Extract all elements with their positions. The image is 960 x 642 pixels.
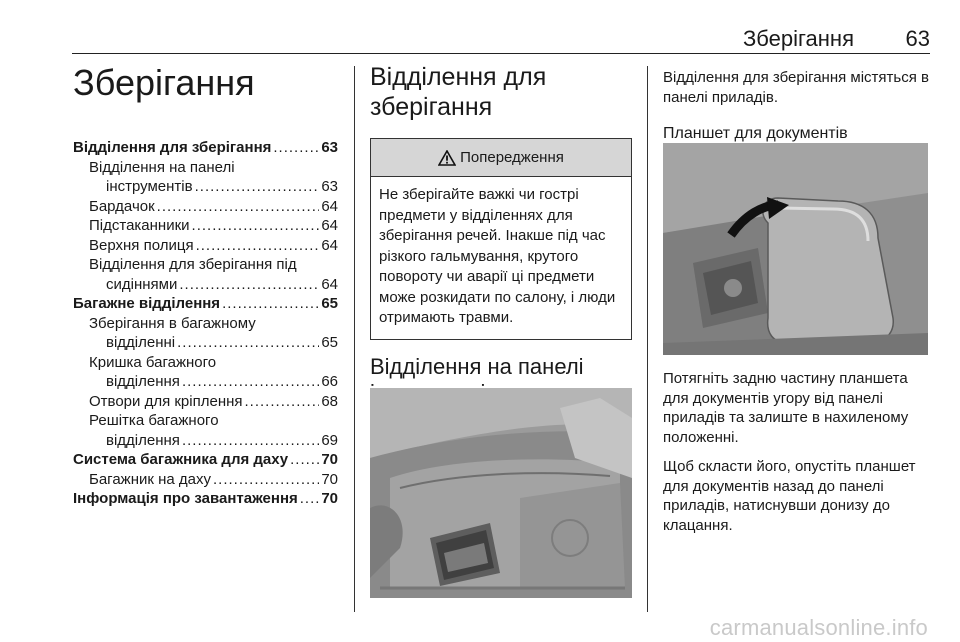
toc-page-number: 65 — [321, 295, 338, 312]
toc-leader-dots — [245, 392, 320, 412]
toc-section[interactable] — [73, 138, 338, 158]
dashboard-compartment-illustration — [370, 388, 632, 598]
warning-box — [370, 138, 632, 340]
toc-leader-dots — [182, 372, 319, 392]
section-title: Відділення для зберігання — [370, 63, 547, 121]
toc-entry-label: Багажне відділення — [73, 295, 221, 312]
toc-page-number: 63 — [321, 178, 338, 195]
toc-page-number: 64 — [321, 197, 338, 215]
page-header — [72, 24, 930, 54]
toc-entry-label: Відділення на панелі — [89, 158, 235, 176]
toc-entry-label: сидіннями — [106, 275, 178, 293]
toc-page-number: 63 — [321, 139, 338, 156]
toc-page-number: 68 — [321, 392, 338, 410]
document-tray-illustration — [663, 143, 928, 355]
toc-entry[interactable] — [73, 333, 338, 353]
toc-page-number: 64 — [321, 236, 338, 254]
toc-page-number: 69 — [321, 431, 338, 449]
toc-leader-dots — [273, 138, 319, 158]
toc-leader-dots — [300, 489, 320, 509]
storage-section — [370, 62, 632, 406]
toc-page-number: 70 — [321, 490, 338, 507]
toc-entry-label: Підстаканники — [89, 217, 190, 234]
subsection-title: Відділення на панелі — [370, 353, 584, 379]
toc-entry-label: Верхня полиця — [89, 236, 194, 254]
toc-page-number: 64 — [321, 275, 338, 293]
toc-leader-dots — [182, 431, 319, 451]
column-divider — [354, 66, 355, 612]
toc-leader-dots — [213, 470, 319, 490]
toc-entry-label: інструментів — [106, 178, 193, 195]
document-tray-instructions — [663, 369, 931, 535]
toc-list — [73, 138, 338, 509]
chapter-toc — [73, 62, 338, 509]
toc-entry-label: Бардачок — [89, 197, 155, 215]
toc-entry[interactable] — [73, 275, 338, 295]
watermark: carmanualsonline.info — [709, 615, 928, 640]
toc-leader-dots — [290, 450, 319, 470]
toc-entry-label: Зберігання в багажному — [89, 314, 256, 332]
toc-page-number: 70 — [321, 470, 338, 488]
toc-leader-dots — [177, 333, 319, 353]
toc-entry[interactable] — [73, 392, 338, 412]
toc-section[interactable] — [73, 294, 338, 314]
toc-entry-label: Кришка багажного — [89, 353, 217, 371]
toc-entry[interactable] — [73, 216, 338, 236]
toc-entry-label: Відділення для зберігання — [73, 139, 272, 156]
intro-paragraph: Відділення для зберігання містяться в панелі приладів. — [663, 69, 929, 106]
subsection-title: Планшет для документів — [663, 125, 848, 142]
toc-section[interactable] — [73, 450, 338, 470]
column-divider — [647, 66, 648, 612]
toc-entry-label: Отвори для кріплення — [89, 392, 243, 410]
toc-page-number: 65 — [321, 334, 338, 351]
page-number: 63 — [905, 26, 930, 51]
document-tray-section — [663, 68, 931, 144]
warning-header — [371, 139, 631, 177]
toc-page-number: 64 — [321, 217, 338, 234]
toc-entry-label: Система багажника для даху — [73, 451, 289, 468]
warning-icon — [438, 150, 456, 166]
instruction-paragraph: Потягніть задню частину планшета для документів угору від панелі приладів та залиште в нахиленому положенні. — [663, 370, 909, 446]
toc-leader-dots — [179, 275, 319, 295]
toc-leader-dots — [195, 177, 320, 197]
toc-entry-label: відділенні — [106, 334, 176, 351]
toc-section[interactable] — [73, 489, 338, 509]
toc-entry-label: Решітка багажного — [89, 412, 219, 429]
toc-leader-dots — [196, 236, 320, 256]
toc-entry-label: Багажник на даху — [89, 470, 211, 488]
toc-page-number: 70 — [321, 451, 338, 468]
instruction-paragraph: Щоб скласти його, опустіть планшет для документів назад до панелі приладів, натиснувши донизу до клацання. — [663, 458, 916, 534]
toc-page-number: 66 — [321, 373, 338, 390]
toc-entry[interactable] — [73, 236, 338, 256]
toc-entry[interactable] — [73, 431, 338, 451]
toc-entry[interactable] — [73, 197, 338, 217]
toc-entry[interactable] — [73, 177, 338, 197]
chapter-title: Зберігання — [73, 62, 255, 103]
toc-leader-dots — [192, 216, 320, 236]
warning-text: Не зберігайте важкі чи гострі предмети у відділеннях для зберігання речей. Інакше під час різкого гальмування, крутого повороту чи аварії ці предмети може розкидати по салону, і люди отримають травми. — [379, 186, 616, 326]
toc-entry-label: Інформація про завантаження — [73, 490, 298, 507]
toc-entry[interactable] — [73, 470, 338, 490]
toc-entry-label: відділення — [106, 431, 180, 449]
warning-title: Попередження — [460, 149, 564, 166]
toc-entry-label: Відділення для зберігання під — [89, 256, 297, 273]
toc-leader-dots — [222, 294, 319, 314]
toc-leader-dots — [157, 197, 320, 217]
toc-entry-label: відділення — [106, 373, 180, 390]
header-title: Зберігання — [743, 26, 854, 51]
toc-entry[interactable] — [73, 372, 338, 392]
